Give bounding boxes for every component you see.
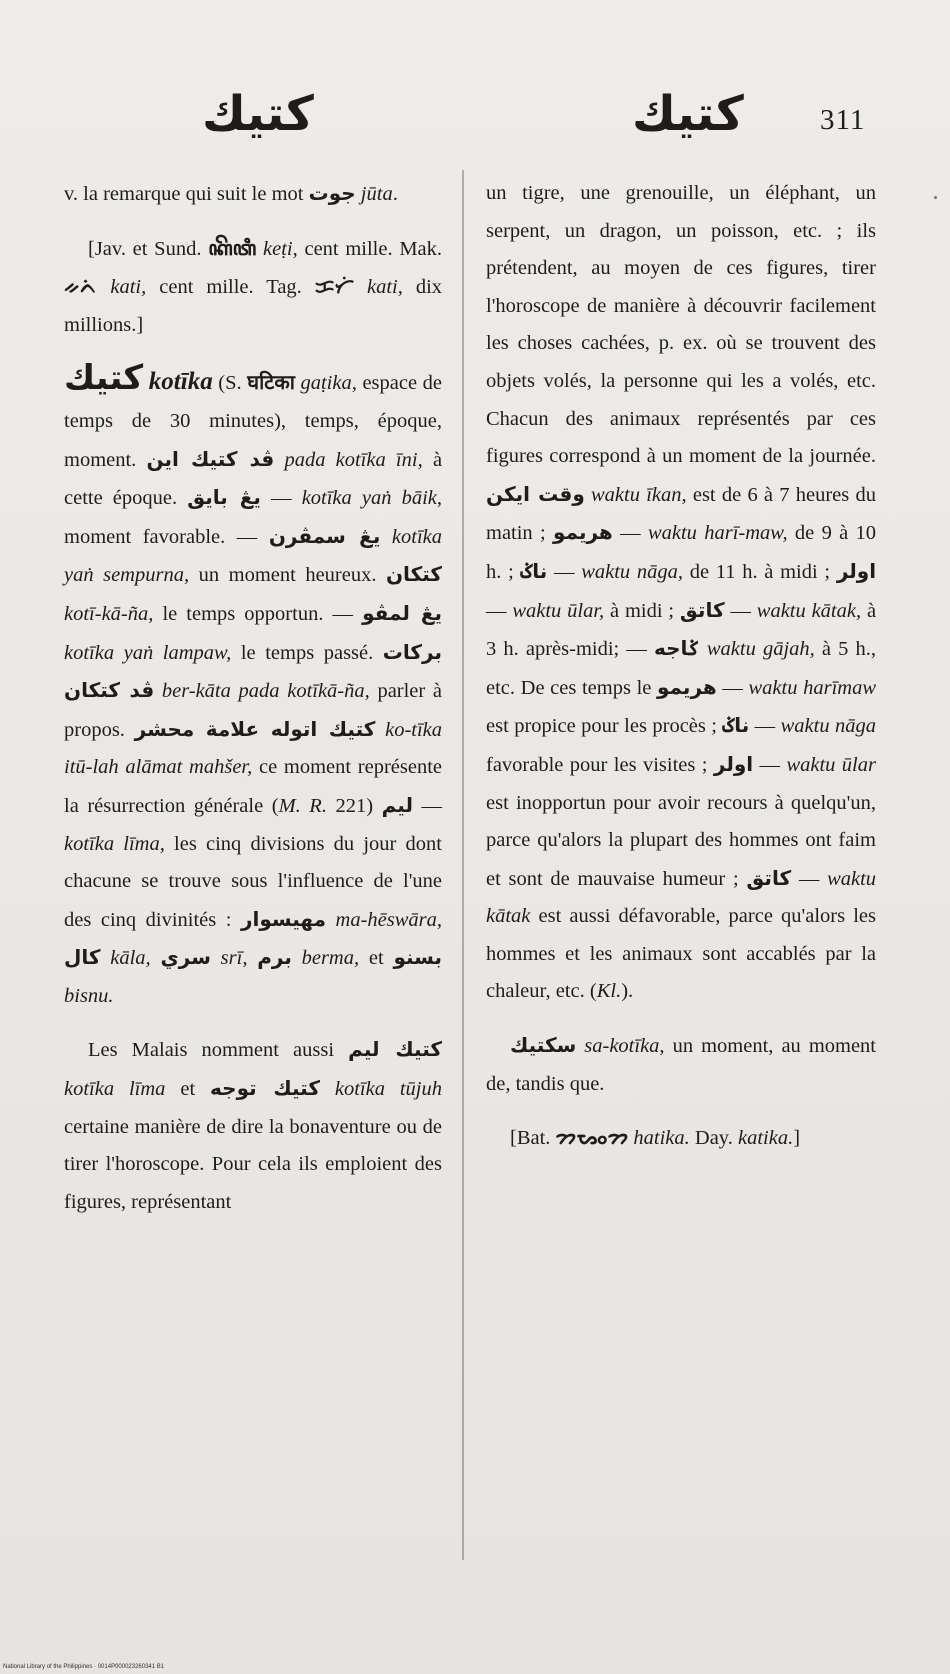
paper-speck xyxy=(934,196,937,199)
entry-sa-kotika: سكتيك sa-kotīka, un moment, au moment de, tandis que. xyxy=(486,1033,877,1095)
paragraph-cognates: [Jav. et Sund. ꦏꦼꦠꦶ keṭi, cent mille. Mak. ᨀᨈᨗ kati, cent mille. Tag. ᜃᜆᜒ kati, dix millions.] xyxy=(64,235,443,336)
makassarese-script: ᨀᨈᨗ xyxy=(64,274,98,299)
left-column xyxy=(64,175,442,1237)
paragraph-malais: Les Malais nomment aussi كتيك ليم kotīka līma et كتيك توجه kotīka tūjuh certaine manière de dire la bonaventure ou de tirer l'horoscope. Pour cela ils emploient des figures, représentant xyxy=(64,1037,443,1213)
headword-arabic: كتيك xyxy=(64,358,144,399)
entry-kotika: كتيك kotīka (S. घटिका gaṭika, espace de temps de 30 minutes), temps, époque, moment. ڤد كتيك اين pada kotīka īni, à cette époque. يڠ بايق — kotīka yaṅ bāik, moment favorable. — يڠ سمڤرن kotīka yaṅ sempurna, un moment heureux. كتكان kotī-kā-ña, le temps opportun. — يڠ لمڤو kotīka yaṅ lampaw, le temps passé. بركات ڤد كتكان ber-kāta pada kotīkā-ña, parler à propos. كتيك اتوله علامة محشر ko-tīka itū-lah alāmat mahšer, ce moment représente la résurrection générale (M. R. 221) ليم — kotīka līma, les cinq divisions du jour dont chacune se trouve sous l'influence de l'une des cinq divinités : مهيسوار ma-hēswāra, كال kāla, سري srī, برم berma, et بسنو bisnu. xyxy=(64,358,443,1007)
right-column xyxy=(486,175,876,1174)
batak-script: ᯂᯗᯪᯂ xyxy=(555,1125,629,1150)
paragraph-figures: un tigre, une grenouille, un éléphant, un serpent, un dragon, un poisson, etc. ; ils prétendent, au moyen de ces figures, tirer l'horoscope de manière à découvrir facilement les choses cachées, p. ex. où se trouvent des objets volés, la personne qui les a volés, etc. Chacun des animaux représentés par ces figures correspond à un moment de la journée. وقت ايكن waktu īkan, est de 6 à 7 heures du matin ; هريمو — waktu harī-maw, de 9 à 10 h. ; ناݢ — waktu nāga, de 11 h. à midi ; اولر — waktu ūlar, à midi ; كاتق — waktu kātak, à 3 h. après-midi; — ݢاجه waktu gājah, à 5 h., etc. De ces temps le هريمو — waktu harīmaw est propice pour les procès ; ناݢ — waktu nāga favorable pour les visites ; اولر — waktu ūlar est inopportun pour avoir recours à quelqu'un, parce qu'alors la plupart des hommes ont faim et sont de mauvaise humeur ; كاتق — waktu kātak est aussi défavorable, parce qu'alors les hommes et les animaux sont accablés par la chaleur, etc. (Kl.). xyxy=(486,182,877,1003)
paragraph-remarque: v. la remarque qui suit le mot جوت jūta. xyxy=(64,181,398,205)
running-head-arabic-right: كتيك xyxy=(632,86,744,142)
column-divider xyxy=(462,170,464,1560)
paragraph-batak-dayak: [Bat. ᯂᯗᯪᯂ hatika. Day. katika.] xyxy=(510,1125,801,1150)
devanagari-script: घटिका xyxy=(247,370,295,395)
page-number: 311 xyxy=(820,104,866,136)
library-footer: National Library of the Philippines · 0014P000023260341 B1 xyxy=(3,1664,165,1670)
running-head-arabic-left: كتيك xyxy=(202,86,314,142)
tagalog-script: ᜃᜆᜒ xyxy=(314,274,354,299)
headword: kotīka xyxy=(148,368,213,396)
javanese-script: ꦏꦼꦠꦶ xyxy=(208,235,257,260)
